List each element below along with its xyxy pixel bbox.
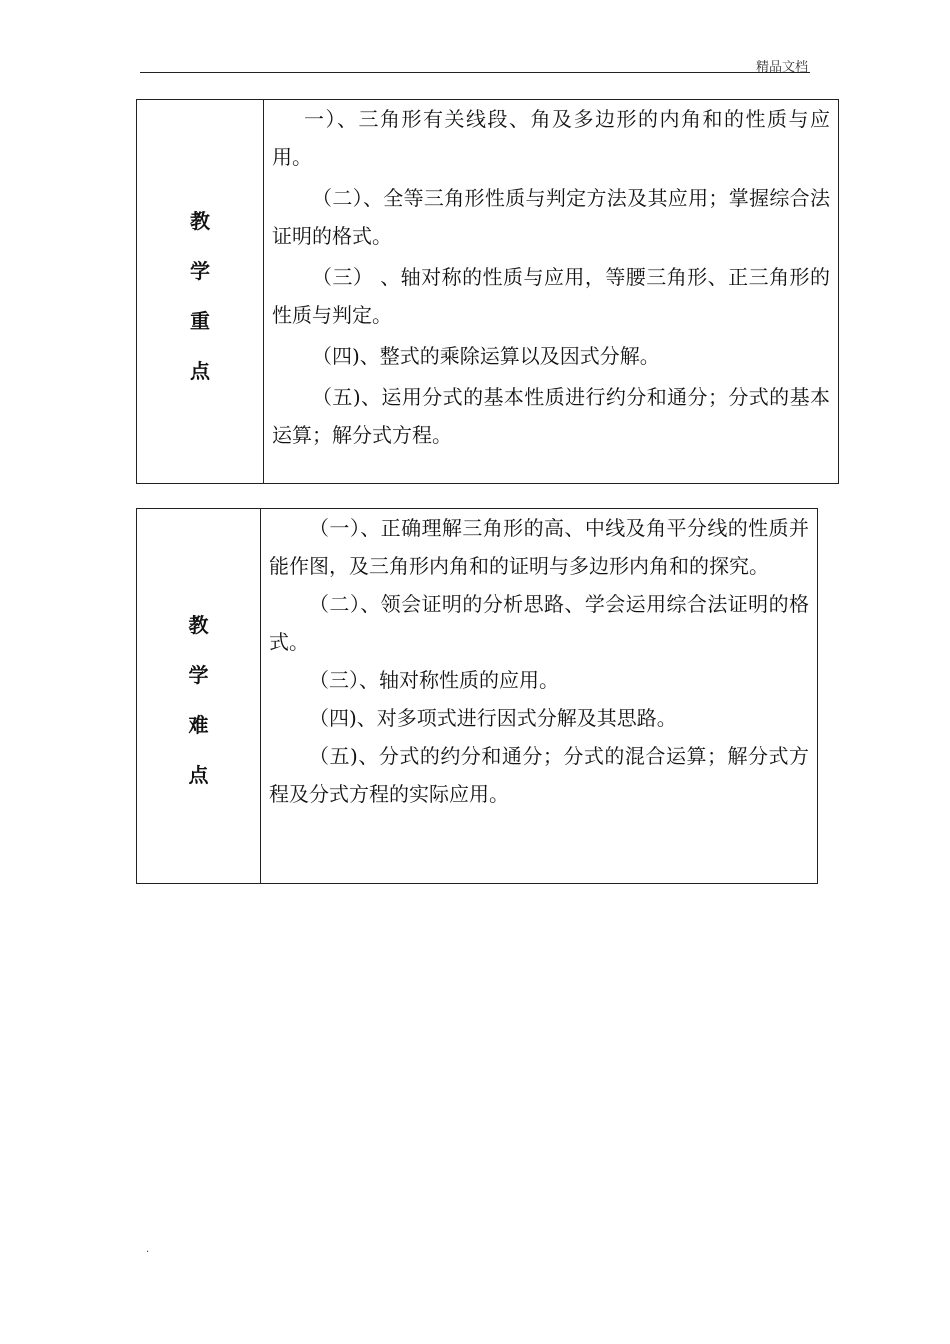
key-point-paragraph: 一）、三角形有关线段、角及多边形的内角和的性质与应用。 [272, 107, 830, 169]
difficult-points-label [137, 509, 261, 883]
key-points-label-char: 点 [190, 358, 210, 383]
difficult-points-label-char: 学 [188, 663, 209, 687]
difficult-points-label-char: 点 [188, 763, 209, 787]
footer-mark: . [146, 1244, 150, 1255]
key-point-paragraph: （二）、全等三角形性质与判定方法及其应用；掌握综合法证明的格式。 [272, 186, 830, 248]
key-point-paragraph: （四)、整式的乘除运算以及因式分解。 [312, 344, 660, 368]
difficult-points-label-char: 难 [188, 713, 209, 737]
page-header-text: 精品文档 [755, 60, 808, 75]
key-points-label-char: 重 [190, 308, 210, 333]
key-point-paragraph: （三） 、轴对称的性质与应用，等腰三角形、正三角形的性质与判定。 [272, 265, 830, 327]
key-points-label-char: 学 [190, 258, 210, 283]
difficult-points-content [261, 509, 817, 883]
difficult-point-paragraph: （三）、轴对称性质的应用。 [309, 668, 559, 692]
difficult-point-paragraph: （五)、分式的约分和通分；分式的混合运算；解分式方程及分式方程的实际应用。 [269, 744, 809, 806]
key-points-label [137, 100, 264, 483]
teaching-difficult-points-table [136, 508, 818, 884]
key-point-paragraph: （五)、运用分式的基本性质进行约分和通分；分式的基本运算；解分式方程。 [272, 385, 830, 447]
difficult-point-paragraph: （二）、领会证明的分析思路、学会运用综合法证明的格式。 [269, 592, 809, 654]
teaching-key-points-table [136, 99, 839, 484]
difficult-points-label-char: 教 [188, 613, 209, 637]
difficult-point-paragraph: （一）、正确理解三角形的高、中线及角平分线的性质并能作图，及三角形内角和的证明与多边形内角和的探究。 [269, 516, 809, 578]
header-rule [140, 72, 810, 73]
key-points-label-char: 教 [190, 208, 210, 233]
difficult-point-paragraph: （四)、对多项式进行因式分解及其思路。 [309, 706, 677, 730]
key-points-content [264, 100, 838, 483]
